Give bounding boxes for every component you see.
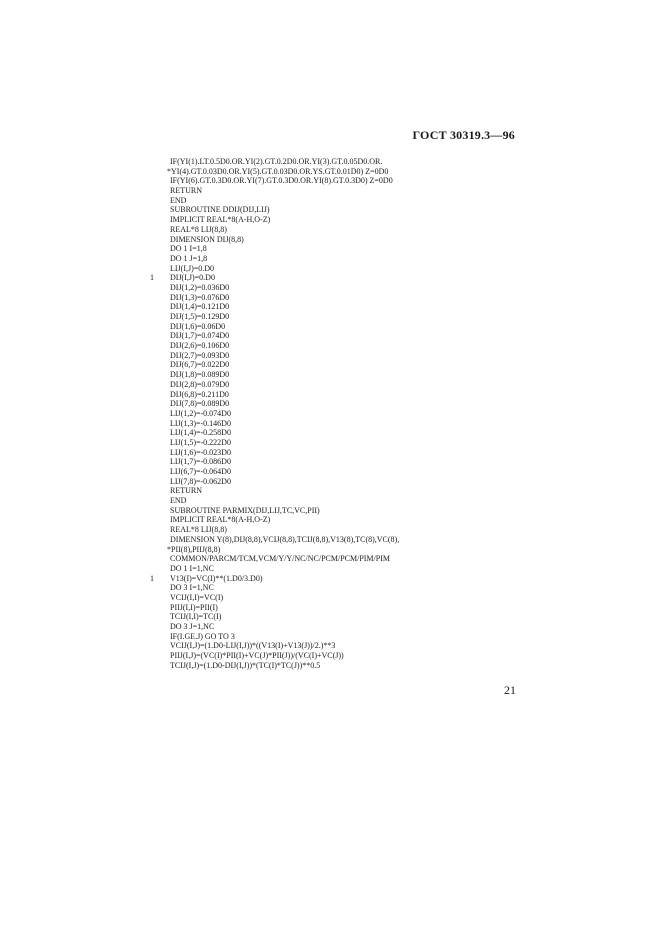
code-line (150, 399, 550, 409)
code-statement: *PII(8),PIIJ(8,8) (167, 544, 221, 554)
code-statement: LIJ(1,6)=-0.023D0 (170, 447, 231, 457)
code-line (150, 302, 550, 312)
code-line (150, 380, 550, 390)
code-statement: SUBROUTINE DDIJ(DIJ,LIJ) (170, 205, 270, 215)
code-statement: RETURN (170, 186, 202, 196)
code-line (150, 215, 550, 225)
code-line (150, 651, 550, 661)
code-statement: LIJ(I,J)=0.D0 (170, 263, 215, 273)
code-statement: TCIJ(I,J)=(1.D0-DIJ(I,J))*(TC(I)*TC(J))**0.5 (170, 660, 321, 670)
code-line (150, 264, 550, 274)
code-line (150, 419, 550, 429)
code-statement: LIJ(1,2)=-0.074D0 (170, 408, 231, 418)
code-statement: DIJ(1,6)=0.06D0 (170, 321, 226, 331)
code-line (150, 157, 550, 167)
code-line (150, 283, 550, 293)
code-statement: DIJ(1,8)=0.089D0 (170, 370, 230, 380)
code-statement: DIJ(1,7)=0.074D0 (170, 331, 230, 341)
code-statement: PIIJ(I,I)=PII(I) (170, 602, 218, 612)
code-line (150, 564, 550, 574)
code-line (150, 477, 550, 487)
code-line (150, 535, 550, 545)
code-line (150, 428, 550, 438)
statement-label: 1 (150, 273, 154, 283)
code-statement: V13(I)=VC(I)**(1.D0/3.D0) (170, 573, 263, 583)
code-statement: COMMON/PARCM/TCM,VCM/Y/Y/NC/NC/PCM/PCM/PIM/PIM (170, 554, 390, 564)
code-statement: DIJ(7,8)=0.089D0 (170, 399, 230, 409)
code-statement: IMPLICIT REAL*8(A-H,O-Z) (170, 515, 271, 525)
code-line (150, 205, 550, 215)
code-statement: LIJ(6,7)=-0.064D0 (170, 467, 231, 476)
code-line (150, 341, 550, 351)
code-line (150, 612, 550, 622)
code-statement: IF(I.GE.J) GO TO 3 (170, 631, 235, 641)
code-line (150, 583, 550, 593)
code-statement: DIJ(1,4)=0.121D0 (170, 302, 230, 312)
code-statement: IF(YI(6).GT.0.3D0.OR.YI(7).GT.0.3D0.OR.YI(8).GT.0.3D0) Z=0D0 (170, 176, 393, 186)
code-line (150, 641, 550, 651)
code-statement: VCIJ(I,I)=VC(I) (170, 592, 224, 602)
code-line (150, 622, 550, 632)
code-line (150, 603, 550, 613)
code-line (150, 438, 550, 448)
code-line (150, 167, 550, 177)
code-statement: DIJ(I,J)=0.D0 (170, 273, 215, 283)
code-statement: END (170, 195, 187, 205)
code-statement: DIJ(1,3)=0.076D0 (170, 292, 230, 302)
code-line (150, 506, 550, 516)
code-line (150, 331, 550, 341)
code-statement: REAL*8 LIJ(8,8) (170, 224, 227, 234)
code-statement: TCIJ(I,I)=TC(I) (170, 612, 222, 622)
code-statement: DIJ(1,2)=0.036D0 (170, 282, 230, 292)
code-line (150, 312, 550, 322)
code-statement: DIMENSION Y(8),DIJ(8,8),VCIJ(8,8),TCIJ(8,8),V13(8),TC(8),VC(8), (170, 534, 400, 544)
code-line (150, 273, 550, 283)
code-line (150, 486, 550, 496)
page-number: 21 (504, 683, 516, 697)
code-line (150, 254, 550, 264)
code-line (150, 593, 550, 603)
code-line (150, 515, 550, 525)
code-line (150, 225, 550, 235)
code-line (150, 632, 550, 642)
code-statement: IMPLICIT REAL*8(A-H,O-Z) (170, 215, 271, 225)
code-line (150, 496, 550, 506)
code-line (150, 360, 550, 370)
code-line (150, 661, 550, 671)
code-statement: DO 1 J=1,8 (170, 253, 208, 263)
code-line (150, 235, 550, 245)
code-statement: DIJ(2,8)=0.079D0 (170, 379, 230, 389)
code-line (150, 448, 550, 458)
code-statement: LIJ(7,8)=-0.062D0 (170, 476, 231, 486)
statement-label: 1 (150, 573, 154, 583)
code-line (150, 370, 550, 380)
code-statement: DIJ(6,7)=0.022D0 (170, 360, 230, 370)
code-line (150, 545, 550, 555)
code-line (150, 467, 550, 477)
code-statement: DIMENSION DIJ(8,8) (170, 234, 244, 244)
code-statement: DO 1 I=1,8 (170, 244, 207, 254)
code-statement: PIIJ(I,J)=(VC(I)*PII(I)+VC(J)*PII(J))/(VC(I)+VC(J)) (170, 651, 344, 661)
code-line (150, 457, 550, 467)
code-line (150, 176, 550, 186)
fortran-code-listing (150, 157, 550, 670)
code-line (150, 390, 550, 400)
code-statement: REAL*8 LIJ(8,8) (170, 525, 227, 535)
code-statement: *YI(4).GT.0.03D0.OR.YI(5).GT.0.03D0.OR.YS.GT.0.01D0) Z=0D0 (167, 166, 389, 176)
code-line (150, 554, 550, 564)
code-statement: RETURN (170, 486, 202, 496)
code-statement: SUBROUTINE PARMIX(DIJ,LIJ,TC,VC,PII) (170, 505, 320, 515)
code-statement: DIJ(1,5)=0.129D0 (170, 312, 230, 321)
code-line (150, 525, 550, 535)
code-statement: DO 1 I=1,NC (170, 563, 214, 573)
code-statement: DIJ(6,8)=0.211D0 (170, 389, 229, 399)
code-line (150, 186, 550, 196)
code-statement: VCIJ(I,J)=(1.D0-LIJ(I,J))*((V13(I)+V13(J))/2.)**3 (170, 641, 336, 651)
code-line (150, 322, 550, 332)
code-statement: DIJ(2,7)=0.093D0 (170, 350, 230, 360)
code-line (150, 244, 550, 254)
code-statement: LIJ(1,7)=-0.086D0 (170, 457, 231, 467)
code-statement: LIJ(1,3)=-0.146D0 (170, 418, 231, 428)
code-line (150, 351, 550, 361)
code-line (150, 574, 550, 584)
code-line (150, 196, 550, 206)
code-statement: LIJ(1,5)=-0.222D0 (170, 437, 231, 447)
code-statement: LIJ(1,4)=-0.258D0 (170, 428, 231, 438)
code-statement: DO 3 I=1,NC (170, 583, 214, 593)
code-line (150, 293, 550, 303)
code-line (150, 409, 550, 419)
code-statement: DO 3 J=1,NC (170, 622, 215, 631)
code-statement: END (170, 496, 187, 506)
document-header: ГОСТ 30319.3—96 (412, 128, 515, 142)
code-statement: DIJ(2,6)=0.106D0 (170, 341, 230, 351)
code-statement: IF(YI(1).LT.0.5D0.OR.YI(2).GT.0.2D0.OR.YI(3).GT.0.05D0.OR. (170, 157, 383, 166)
